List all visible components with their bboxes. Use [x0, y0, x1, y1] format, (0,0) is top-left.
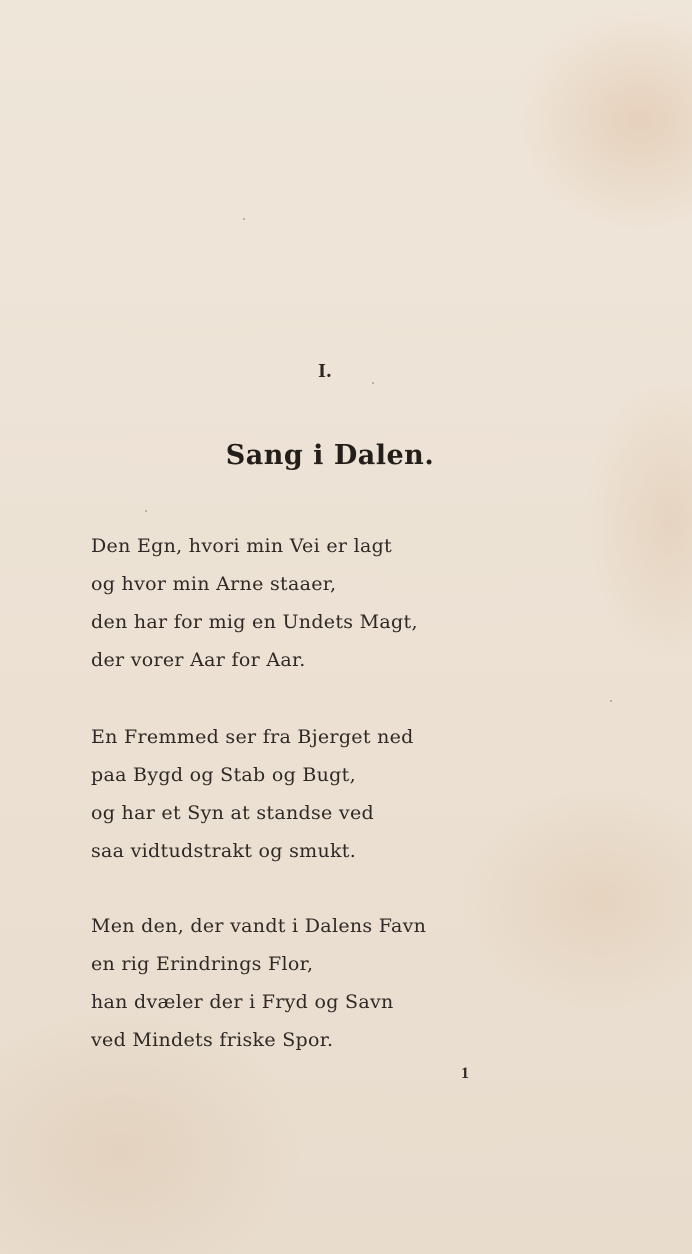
stanza [91, 527, 471, 679]
stanza [91, 718, 471, 870]
verse-line: Den Egn, hvori min Vei er lagt [91, 535, 392, 557]
verse-line: Men den, der vandt i Dalens Favn [91, 915, 427, 937]
verse-line: en rig Erindrings Flor, [91, 953, 314, 975]
verse-line: ved Mindets friske Spor. [91, 1029, 334, 1051]
chapter-numeral: I. [318, 360, 332, 382]
verse-line: han dvæler der i Fryd og Savn [91, 991, 394, 1013]
poem-title: Sang i Dalen. [225, 440, 435, 471]
stanza [91, 907, 471, 1059]
paper-speck [145, 510, 147, 512]
verse-line: og har et Syn at standse ved [91, 802, 374, 824]
verse-line: der vorer Aar for Aar. [91, 649, 306, 671]
verse-line: paa Bygd og Stab og Bugt, [91, 764, 356, 786]
verse-line: En Fremmed ser fra Bjerget ned [91, 726, 414, 748]
paper-speck [610, 700, 612, 702]
verse-line: og hvor min Arne staaer, [91, 573, 337, 595]
verse-line: den har for mig en Undets Magt, [91, 611, 418, 633]
paper-speck [243, 218, 245, 220]
paper-speck [372, 382, 374, 384]
verse-line: saa vidtudstrakt og smukt. [91, 840, 357, 862]
page-number: 1 [461, 1065, 469, 1082]
